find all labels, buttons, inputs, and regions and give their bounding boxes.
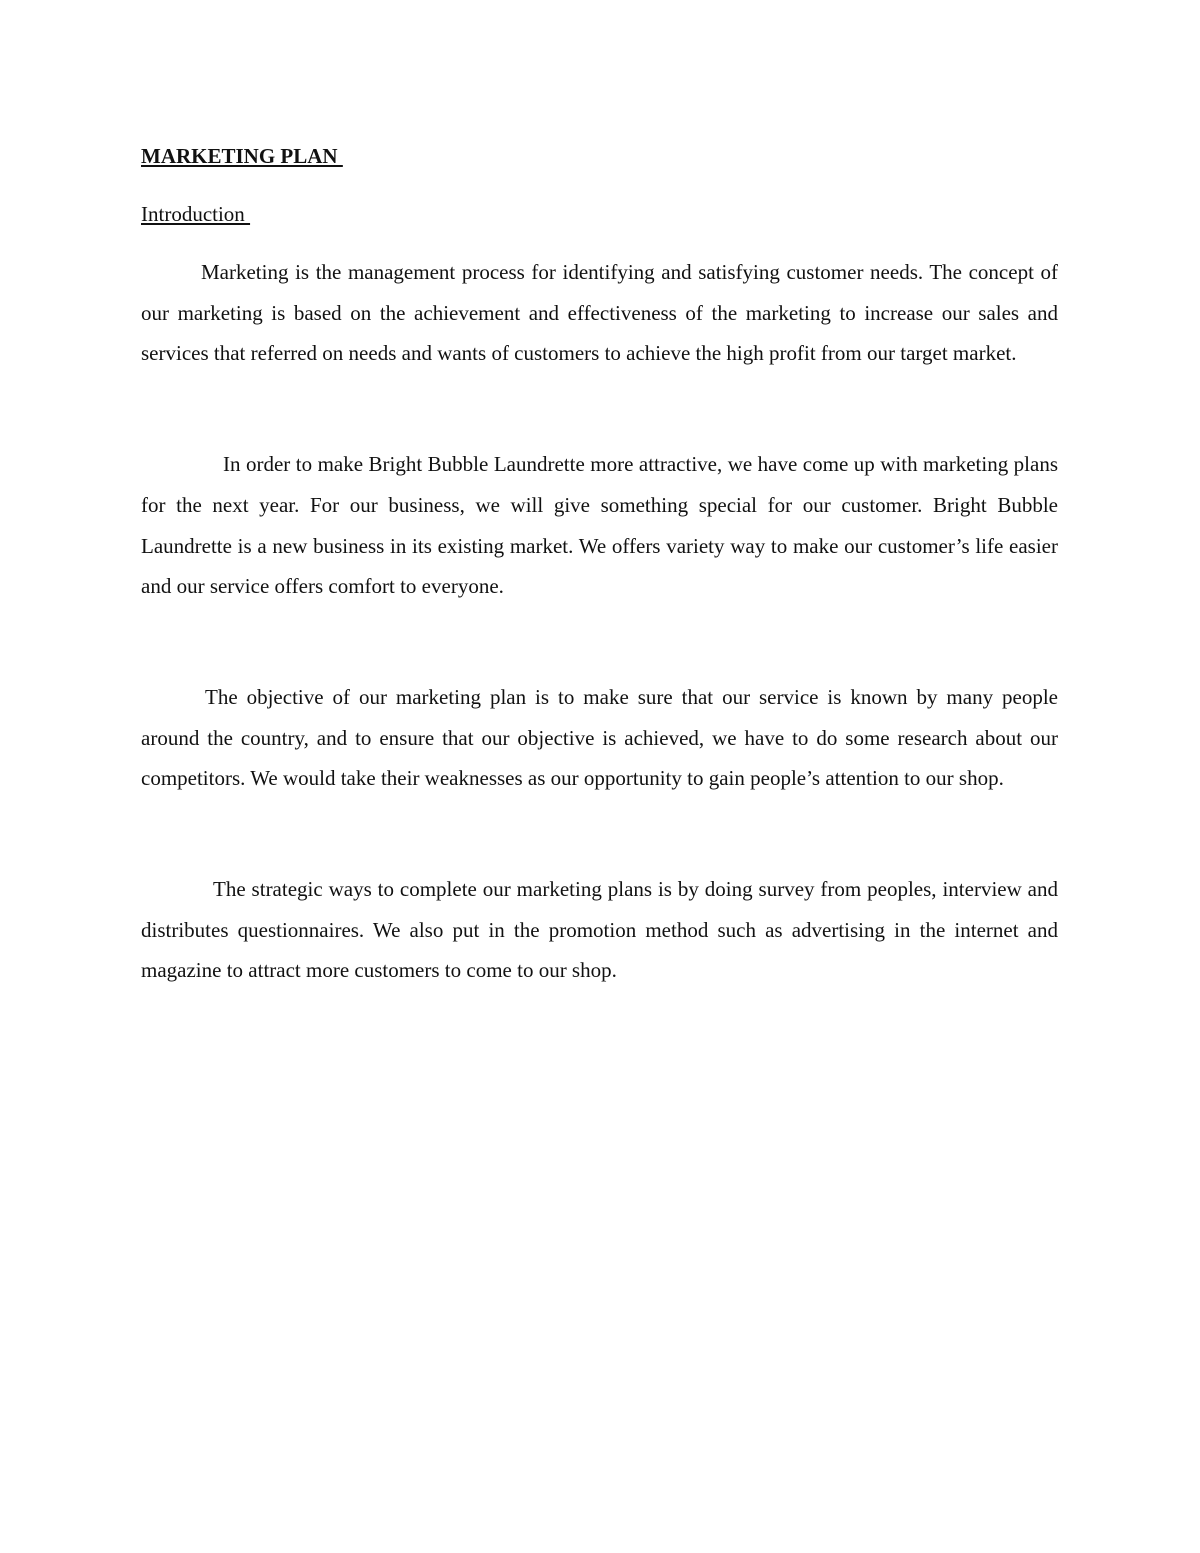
paragraph-2: In order to make Bright Bubble Laundrette more attractive, we have come up with marketing plans for the next year. For our business, we will give something special for our customer. Bright Bubble Laundrette is a new business in its existing market. We offers variety way to make our customer’s life easier and our service offers comfort to everyone. — [141, 452, 1058, 599]
document-title: MARKETING PLAN — [141, 144, 343, 168]
paragraph-4: The strategic ways to complete our marketing plans is by doing survey from peoples, interview and distributes questionnaires. We also put in the promotion method such as advertising in the internet and magazine to attract more customers to come to our shop. — [141, 877, 1058, 983]
paragraph-3: The objective of our marketing plan is to make sure that our service is known by many people around the country, and to ensure that our objective is achieved, we have to do some research about our competitors. We would take their weaknesses as our opportunity to gain people’s attention to our shop. — [141, 684, 1058, 791]
section-heading-introduction: Introduction — [141, 202, 251, 226]
paragraph-1: Marketing is the management process for identifying and satisfying customer needs. The concept of our marketing is based on the achievement and effectiveness of the marketing to increase our sales and services that referred on needs and wants of customers to achieve the high profit from our target market. — [141, 260, 1058, 366]
document-body — [141, 140, 1058, 991]
